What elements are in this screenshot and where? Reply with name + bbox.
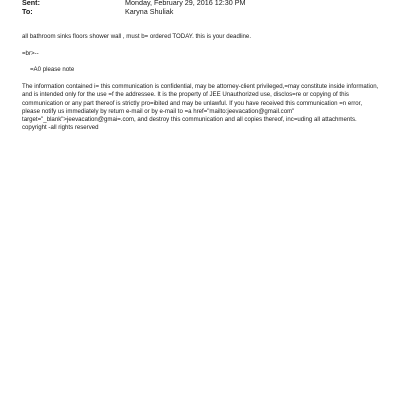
to-row <box>22 7 173 16</box>
to-label: To: <box>22 7 33 16</box>
sent-value: Monday, February 29, 2016 12:30 PM <box>125 0 246 7</box>
instruction-line: all bathroom sinks floors shower wall , must b= ordered TODAY. this is your deadline. <box>22 33 252 40</box>
sent-row <box>22 0 246 7</box>
to-value: Karyna Shuliak <box>125 7 174 16</box>
confidentiality-disclaimer: The information contained i= this communication is confidential, may be attorney-client privileged,=may constitute inside information, and is intended only for the use =f the addressee. It is the property of JEE Unauthorized use, disclos=re or copying of this communication or any part thereof is strictly pro=ibited and may be unlawful. If you have received this communication =n error, please notify us immediately by return e-mail or by e-mail to =a href="mailto:jeevacation@gmail.com" target="_blank">jeevacation@gmai=.com, and destroy this communication and all copies thereof, inc=uding all attachments. copyright -all rights reserved <box>22 83 379 132</box>
br-line: =br>-- <box>22 50 39 57</box>
note-line: =A0 please note <box>30 66 75 74</box>
sent-label: Sent: <box>22 0 40 7</box>
email-body <box>22 33 380 132</box>
